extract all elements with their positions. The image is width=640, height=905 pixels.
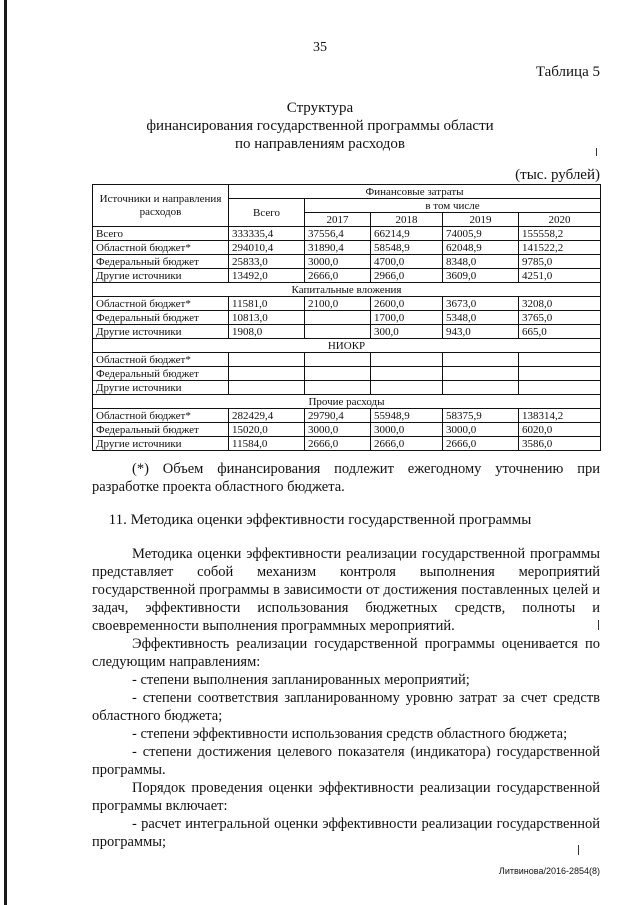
table-cell: 2100,0: [305, 297, 371, 311]
title-line: финансирования государственной программы области: [146, 118, 494, 134]
footnote-text: (*) Объем финансирования подлежит ежегодному уточнению при разработке проекта областного бюджета.: [92, 461, 600, 495]
header-sources: Источники и направления расходов: [93, 185, 229, 227]
paragraph: Порядок проведения оценки эффективности реализации государственной программы включает:: [92, 780, 600, 814]
paragraph: Методика оценки эффективности реализации государственной программы представляет собой механизм контроля выполнения мероприятий государственной программы в зависимости от достижения поставленных целей и задач, эффективности использования бюджетных средств, полноты и своевременности выполнения программных мероприятий.: [92, 546, 600, 634]
table-cell: [443, 353, 519, 367]
scan-mark: [578, 845, 579, 855]
main-text: [92, 545, 600, 851]
table-cell: 5348,0: [443, 311, 519, 325]
table-cell: 333335,4: [229, 227, 305, 241]
table-cell: 55948,9: [371, 409, 443, 423]
table-row: [93, 255, 601, 269]
table-cell: 138314,2: [519, 409, 601, 423]
table-cell: [443, 381, 519, 395]
table-cell: 74005,9: [443, 227, 519, 241]
section-label: Капитальные вложения: [93, 283, 601, 297]
financing-table: [92, 184, 601, 451]
header-year: 2018: [371, 213, 443, 227]
table-cell: 3000,0: [443, 423, 519, 437]
table-cell: 282429,4: [229, 409, 305, 423]
table-cell: [371, 353, 443, 367]
row-label: Всего: [93, 227, 229, 241]
table-cell: 58375,9: [443, 409, 519, 423]
table-cell: 9785,0: [519, 255, 601, 269]
header-year: 2017: [305, 213, 371, 227]
table-cell: [229, 367, 305, 381]
table-cell: 300,0: [371, 325, 443, 339]
table-cell: [371, 381, 443, 395]
footnote: [92, 460, 600, 496]
section-label: НИОКР: [93, 339, 601, 353]
table-cell: [229, 353, 305, 367]
table-cell: 3586,0: [519, 437, 601, 451]
table-cell: 141522,2: [519, 241, 601, 255]
table-cell: 25833,0: [229, 255, 305, 269]
title-line: по направлениям расходов: [234, 136, 405, 152]
table-cell: 2666,0: [305, 269, 371, 283]
table-title: [0, 99, 640, 153]
table-cell: 11584,0: [229, 437, 305, 451]
row-label: Федеральный бюджет: [93, 255, 229, 269]
row-label: Федеральный бюджет: [93, 311, 229, 325]
table-cell: 15020,0: [229, 423, 305, 437]
table-cell: 294010,4: [229, 241, 305, 255]
table-cell: [443, 367, 519, 381]
table-cell: 37556,4: [305, 227, 371, 241]
table-cell: 3609,0: [443, 269, 519, 283]
row-label: Областной бюджет*: [93, 297, 229, 311]
section-label: Прочие расходы: [93, 395, 601, 409]
row-label: Другие источники: [93, 437, 229, 451]
table-cell: 1908,0: [229, 325, 305, 339]
row-label: Федеральный бюджет: [93, 367, 229, 381]
table-cell: [519, 353, 601, 367]
row-label: Другие источники: [93, 269, 229, 283]
table-cell: 3673,0: [443, 297, 519, 311]
table-cell: 2600,0: [371, 297, 443, 311]
header-including: в том числе: [305, 199, 601, 213]
header-financial: Финансовые затраты: [229, 185, 601, 199]
table-row: [93, 227, 601, 241]
table-cell: 10813,0: [229, 311, 305, 325]
table-row: [93, 325, 601, 339]
table-cell: [305, 367, 371, 381]
paragraph: - степени достижения целевого показателя (индикатора) государственной программы.: [92, 744, 600, 778]
table-cell: 3000,0: [371, 423, 443, 437]
table-cell: 3765,0: [519, 311, 601, 325]
page-number: 35: [313, 40, 327, 55]
table-cell: [519, 367, 601, 381]
row-label: Областной бюджет*: [93, 409, 229, 423]
table-row: [93, 311, 601, 325]
table-cell: 29790,4: [305, 409, 371, 423]
table-row: [93, 269, 601, 283]
table-cell: [305, 311, 371, 325]
paragraph: Эффективность реализации государственной программы оценивается по следующим направлениям:: [92, 636, 600, 670]
table-cell: [305, 381, 371, 395]
section-row: [93, 283, 601, 297]
table-cell: [305, 325, 371, 339]
table-cell: 665,0: [519, 325, 601, 339]
table-row: [93, 437, 601, 451]
table-row: [93, 297, 601, 311]
table-row: [93, 241, 601, 255]
paragraph: - степени соответствия запланированному уровню затрат за счет средств областного бюджета;: [92, 690, 600, 724]
table-cell: 31890,4: [305, 241, 371, 255]
table-row: [93, 423, 601, 437]
table-row: [93, 381, 601, 395]
row-label: Областной бюджет*: [93, 241, 229, 255]
table-cell: 62048,9: [443, 241, 519, 255]
table-cell: [229, 381, 305, 395]
header-year: 2020: [519, 213, 601, 227]
table-cell: 6020,0: [519, 423, 601, 437]
table-cell: 1700,0: [371, 311, 443, 325]
document-stamp: Литвинова/2016-2854(8): [498, 866, 600, 876]
table-cell: 13492,0: [229, 269, 305, 283]
table-row: [93, 353, 601, 367]
table-cell: 3000,0: [305, 423, 371, 437]
section-row: [93, 339, 601, 353]
table-cell: 58548,9: [371, 241, 443, 255]
table-cell: 2966,0: [371, 269, 443, 283]
header-total: Всего: [229, 199, 305, 227]
table-cell: 4251,0: [519, 269, 601, 283]
table-cell: 11581,0: [229, 297, 305, 311]
table-cell: 3000,0: [305, 255, 371, 269]
paragraph: - степени эффективности использования средств областного бюджета;: [132, 726, 568, 742]
title-line: Структура: [286, 100, 354, 116]
table-cell: 2666,0: [305, 437, 371, 451]
table-cell: [305, 353, 371, 367]
scan-mark: [598, 620, 599, 630]
section-row: [93, 395, 601, 409]
row-label: Областной бюджет*: [93, 353, 229, 367]
table-body: [93, 227, 601, 451]
paragraph: - степени выполнения запланированных мероприятий;: [132, 672, 470, 688]
table-cell: 943,0: [443, 325, 519, 339]
row-label: Федеральный бюджет: [93, 423, 229, 437]
units-label: (тыс. рублей): [515, 167, 600, 183]
table-cell: [519, 381, 601, 395]
table-cell: 4700,0: [371, 255, 443, 269]
paragraph: - расчет интегральной оценки эффективности реализации государственной программы;: [92, 816, 600, 850]
table-cell: 2666,0: [371, 437, 443, 451]
table-cell: 3208,0: [519, 297, 601, 311]
table-label: Таблица 5: [535, 64, 600, 80]
row-label: Другие источники: [93, 381, 229, 395]
table-cell: [371, 367, 443, 381]
table-row: [93, 409, 601, 423]
header-year: 2019: [443, 213, 519, 227]
table-cell: 66214,9: [371, 227, 443, 241]
section-title: 11. Методика оценки эффективности государственной программы: [108, 512, 532, 528]
table-cell: 2666,0: [443, 437, 519, 451]
table-row: [93, 367, 601, 381]
row-label: Другие источники: [93, 325, 229, 339]
scan-mark: [596, 148, 597, 156]
table-cell: 155558,2: [519, 227, 601, 241]
table-cell: 8348,0: [443, 255, 519, 269]
